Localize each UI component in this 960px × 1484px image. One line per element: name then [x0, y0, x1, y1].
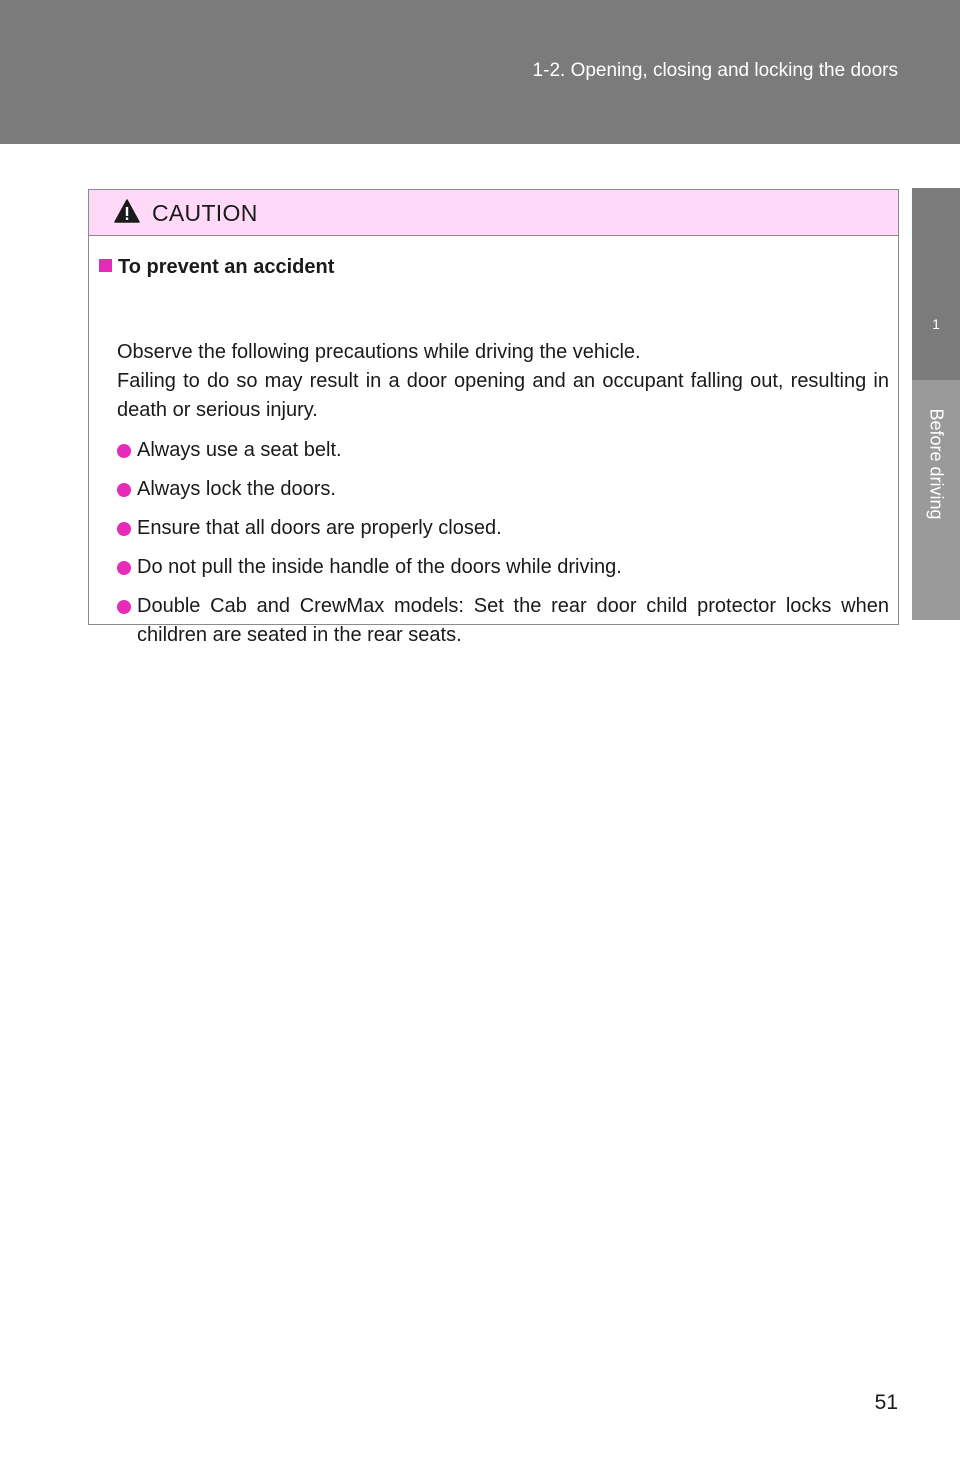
caution-items-list: [117, 436, 889, 660]
header-section-title: 1-2. Opening, closing and locking the doors: [532, 60, 898, 81]
list-item: [117, 514, 889, 543]
page-header: [0, 0, 960, 144]
side-tab-chapter-label: Before driving: [926, 408, 947, 520]
caution-section-title: To prevent an accident: [118, 256, 335, 278]
warning-triangle-icon: [114, 199, 140, 223]
bullet-dot-icon: [117, 600, 131, 614]
bullet-dot-icon: [117, 483, 131, 497]
page-number: 51: [874, 1391, 898, 1414]
caution-box: [88, 189, 899, 646]
caution-intro-line: Failing to do so may result in a door opening and an occupant falling out, resulting in death or serious injury.: [117, 370, 889, 421]
list-item: [117, 436, 889, 465]
bullet-dot-icon: [117, 561, 131, 575]
list-item-text: Do not pull the inside handle of the doors while driving.: [137, 556, 622, 578]
caution-label: CAUTION: [152, 200, 258, 226]
bullet-dot-icon: [117, 522, 131, 536]
square-bullet-icon: [99, 259, 112, 272]
bullet-dot-icon: [117, 444, 131, 458]
caution-intro-line: Observe the following precautions while driving the vehicle.: [117, 341, 641, 363]
caution-header: [89, 190, 898, 236]
caution-section-heading: [99, 256, 334, 279]
list-item: [117, 553, 889, 582]
list-item-text: Always lock the doors.: [137, 478, 336, 500]
side-tab-chapter-number: 1: [932, 316, 940, 332]
list-item: [117, 592, 889, 650]
side-tab-chapter: [912, 188, 960, 380]
list-item-text: Always use a seat belt.: [137, 439, 342, 461]
caution-intro: [117, 338, 889, 425]
list-item-text: Ensure that all doors are properly closed.: [137, 517, 502, 539]
list-item: [117, 475, 889, 504]
list-item-text: Double Cab and CrewMax models: Set the rear door child protector locks when children are seated in the rear seats.: [137, 595, 889, 646]
